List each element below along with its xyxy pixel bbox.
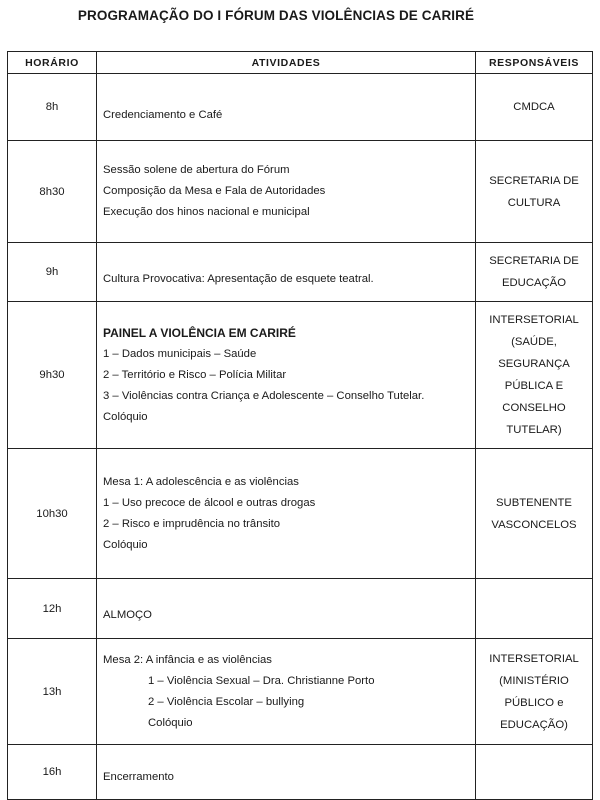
table-header-row	[8, 52, 593, 74]
table-row	[8, 745, 593, 800]
responsible-line: INTERSETORIAL	[489, 314, 579, 326]
responsible-line: TUTELAR)	[506, 424, 562, 436]
time-cell: 12h	[8, 579, 97, 639]
activities-cell	[97, 74, 476, 141]
activity-line: Encerramento	[103, 770, 174, 783]
responsible-line: VASCONCELOS	[491, 518, 577, 531]
responsible-cell	[476, 141, 593, 243]
responsible-line: CULTURA	[507, 196, 561, 209]
responsible-line: EDUCAÇÃO)	[500, 718, 568, 731]
responsible-cell	[476, 243, 593, 302]
time-cell: 8h30	[8, 141, 97, 243]
activity-line: Mesa 1: A adolescência e as violências	[103, 475, 299, 488]
activities-cell	[97, 141, 476, 243]
activity-line: Colóquio	[148, 716, 193, 729]
responsible-line: PÚBLICO e	[504, 696, 564, 709]
responsible-line: SEGURANÇA	[498, 358, 570, 370]
activity-line: Colóquio	[103, 410, 148, 423]
activities-cell	[97, 449, 476, 579]
responsible-line: CONSELHO	[502, 402, 566, 414]
header-activities: ATIVIDADES	[97, 52, 476, 74]
responsible-line: EDUCAÇÃO	[501, 277, 567, 289]
activity-line: 2 – Risco e imprudência no trânsito	[103, 517, 281, 530]
table-row	[8, 74, 593, 141]
table-row	[8, 579, 593, 639]
time-cell: 16h	[8, 745, 97, 800]
responsible-line: SECRETARIA DE	[489, 255, 579, 267]
activity-line: ALMOÇO	[103, 609, 152, 621]
time-cell: 9h	[8, 243, 97, 302]
activity-line: 1 – Violência Sexual – Dra. Christianne Porto	[148, 674, 375, 687]
table-row	[8, 141, 593, 243]
activity-line: Sessão solene de abertura do Fórum	[103, 164, 290, 176]
header-time: HORÁRIO	[8, 52, 97, 74]
activity-line: 1 – Dados municipais – Saúde	[103, 347, 257, 360]
responsible-line: PÚBLICA E	[504, 380, 564, 392]
responsible-line: (SAÚDE,	[511, 336, 557, 348]
responsible-cell	[476, 579, 593, 639]
activity-line: Cultura Provocativa: Apresentação de esquete teatral.	[103, 272, 374, 285]
table-row	[8, 302, 593, 449]
activities-cell	[97, 579, 476, 639]
activities-cell	[97, 639, 476, 745]
activity-line: Mesa 2: A infância e as violências	[103, 653, 272, 666]
responsible-line: INTERSETORIAL	[489, 652, 579, 665]
activity-line: 2 – Violência Escolar – bullying	[148, 695, 305, 708]
activity-line: 1 – Uso precoce de álcool e outras drogas	[103, 496, 316, 509]
time-cell: 9h30	[8, 302, 97, 449]
header-responsible: RESPONSÁVEIS	[476, 52, 593, 74]
responsible-cell	[476, 745, 593, 800]
panel-title: PAINEL A VIOLÊNCIA EM CARIRÉ	[103, 325, 296, 340]
responsible-cell	[476, 302, 593, 449]
activity-line: Composição da Mesa e Fala de Autoridades	[103, 185, 326, 197]
activity-line: 3 – Violências contra Criança e Adolescente – Conselho Tutelar.	[103, 389, 425, 402]
activities-cell	[97, 302, 476, 449]
time-cell: 13h	[8, 639, 97, 745]
responsible-cell	[476, 74, 593, 141]
responsible-line: (MINISTÉRIO	[499, 674, 569, 687]
table-row	[8, 449, 593, 579]
activity-line: Colóquio	[103, 538, 148, 551]
document-title: PROGRAMAÇÃO DO I FÓRUM DAS VIOLÊNCIAS DE CARIRÉ	[77, 8, 475, 23]
activity-line: Credenciamento e Café	[103, 108, 223, 121]
activity-line: 2 – Território e Risco – Polícia Militar	[103, 368, 287, 381]
responsible-cell	[476, 639, 593, 745]
activity-line: Execução dos hinos nacional e municipal	[103, 206, 310, 218]
responsible-line: SUBTENENTE	[496, 496, 572, 509]
responsible-line: SECRETARIA DE	[489, 174, 579, 187]
table-row	[8, 639, 593, 745]
table-row	[8, 243, 593, 302]
activities-cell	[97, 243, 476, 302]
schedule-table	[7, 51, 593, 800]
responsible-line: CMDCA	[513, 101, 555, 113]
time-cell: 10h30	[8, 449, 97, 579]
responsible-cell	[476, 449, 593, 579]
time-cell: 8h	[8, 74, 97, 141]
activities-cell	[97, 745, 476, 800]
